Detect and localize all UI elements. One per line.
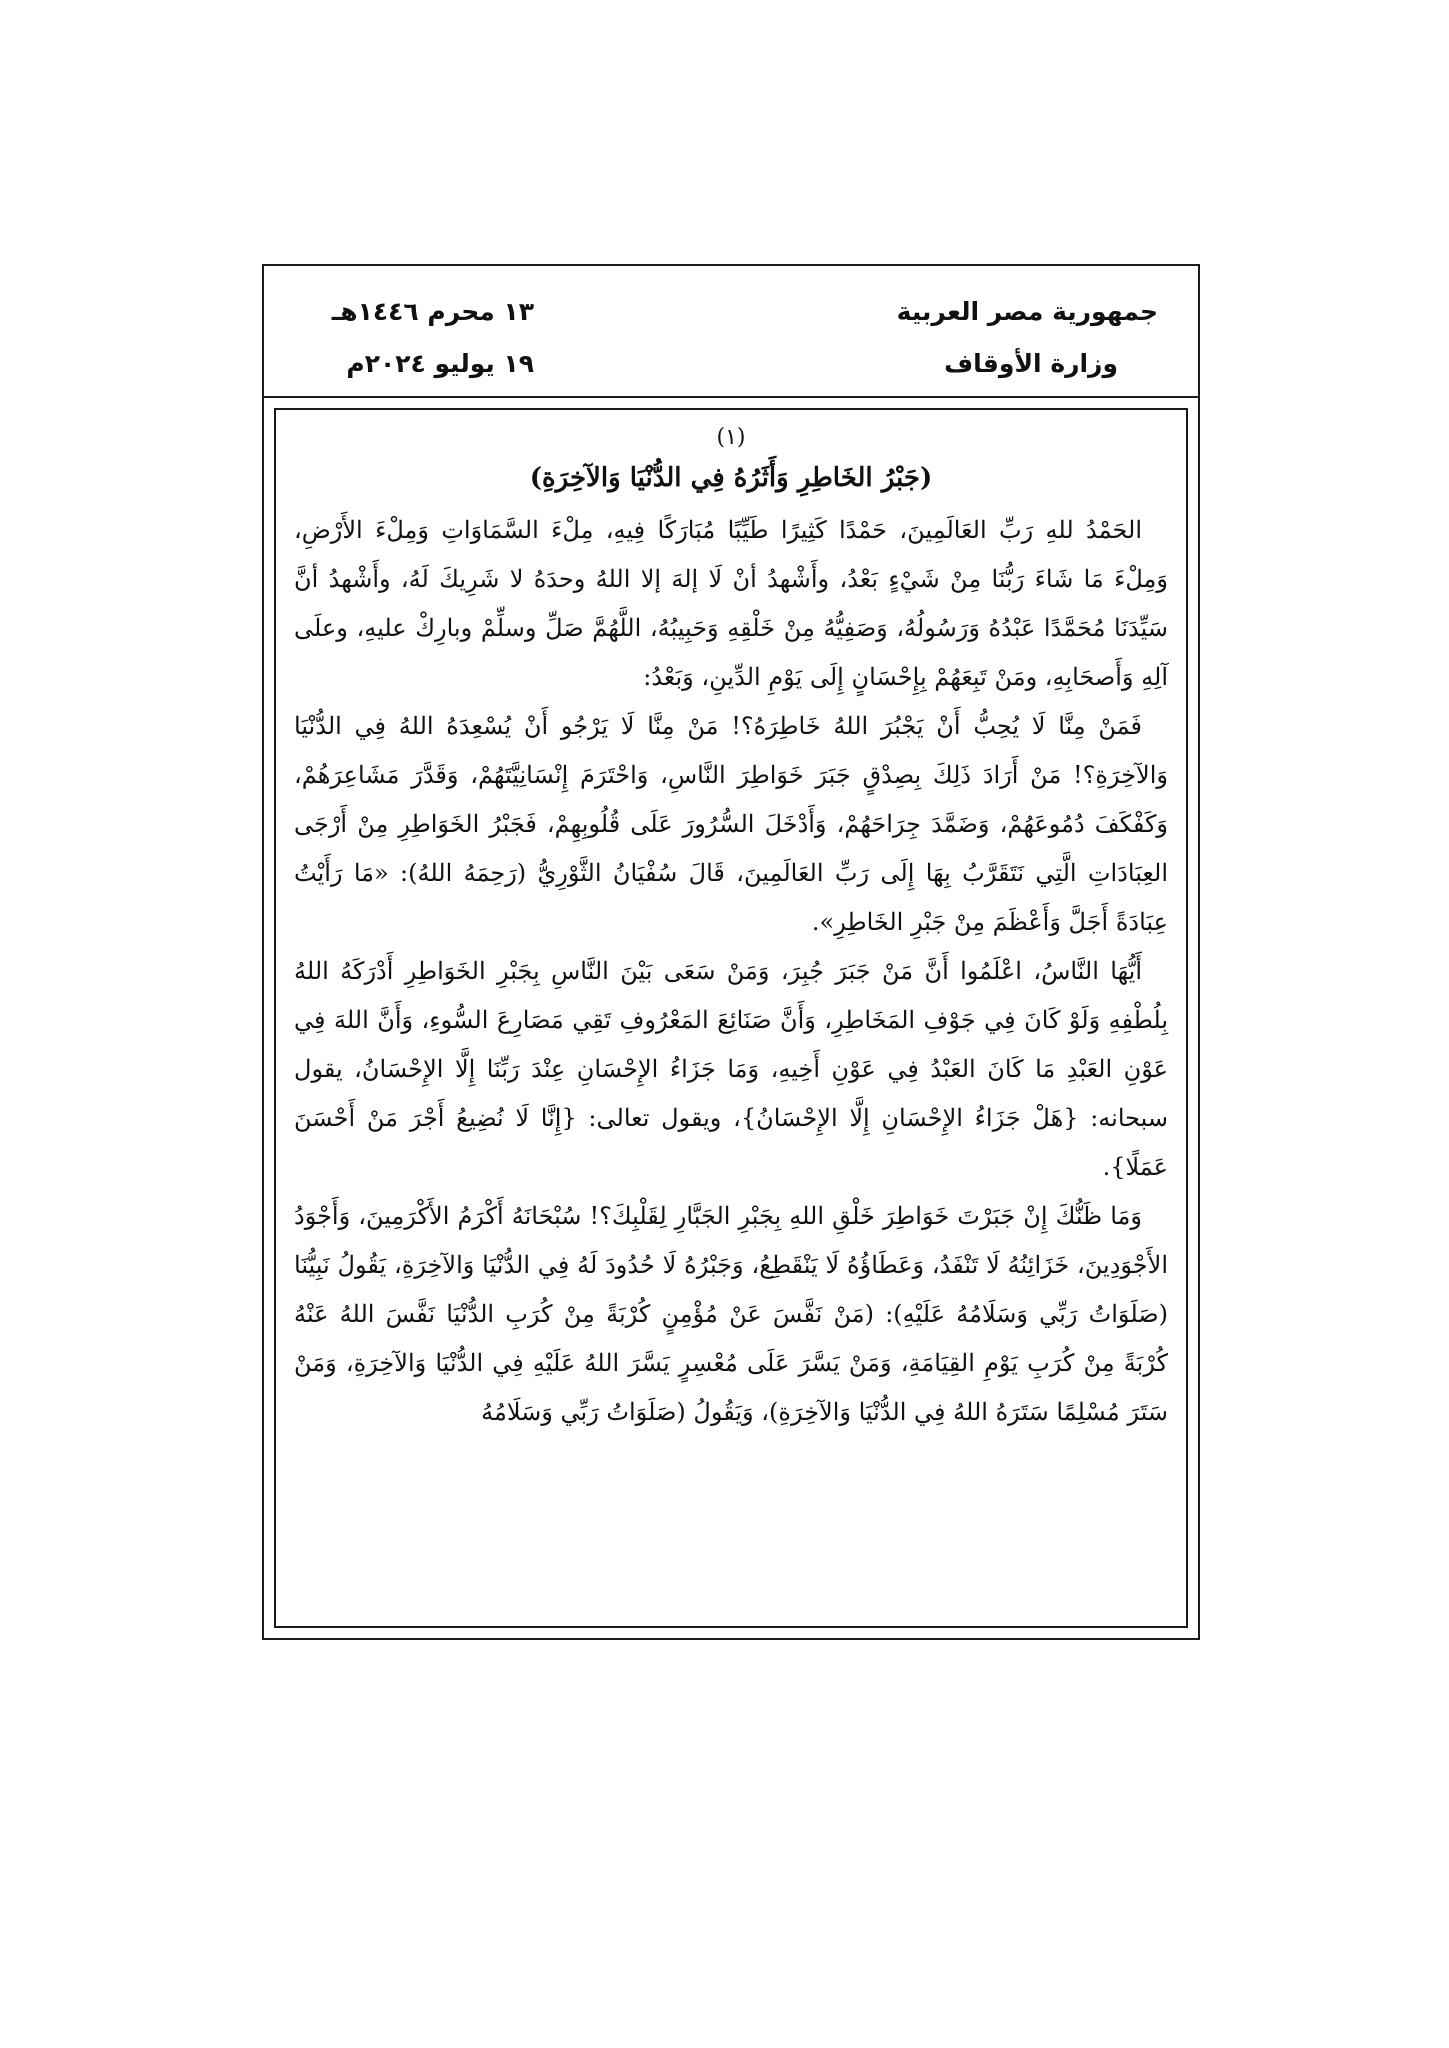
paragraph-3: أَيُّهَا النَّاسُ، اعْلَمُوا أَنَّ مَنْ جَبَرَ جُبِرَ، وَمَنْ سَعَى بَيْنَ النَّاسِ بِجَبْرِ الخَوَاطِرِ أَدْرَكَهُ اللهُ بِلُطْفِهِ وَلَوْ كَانَ فِي جَوْفِ المَخَاطِرِ، وَأَنَّ صَنَائِعَ المَعْرُوفِ تَقِي مَصَارِعَ السُّوءِ، وَأَنَّ اللهَ فِي عَوْنِ العَبْدِ مَا كَانَ العَبْدُ فِي عَوْنِ أَخِيهِ، وَمَا جَزَاءُ الإِحْسَانِ عِنْدَ رَبِّنَا إِلَّا الإِحْسَانُ، يقول سبحانه: {هَلْ جَزَاءُ الإِحْسَانِ إِلَّا الإِحْسَانُ}، ويقول تعالى: {إِنَّا لَا نُضِيعُ أَجْرَ مَنْ أَحْسَنَ عَمَلًا}.	[294, 957, 1168, 1181]
gregorian-date: ١٩ يوليو ٢٠٢٤م	[346, 349, 534, 378]
sermon-title: (جَبْرُ الخَاطِرِ وَأَثَرُهُ فِي الدُّنْيَا وَالآخِرَةِ)	[529, 463, 933, 493]
page-frame	[262, 264, 1200, 1640]
country-name: جمهورية مصر العربية	[896, 297, 1158, 326]
page-number: (١)	[716, 425, 746, 450]
paragraph-4: وَمَا ظَنُّكَ إِنْ جَبَرْتَ خَوَاطِرَ خَلْقِ اللهِ بِجَبْرِ الجَبَّارِ لِقَلْبِكَ؟! سُبْحَانَهُ أَكْرَمُ الأَكْرَمِينَ، وَأَجْوَدُ الأَجْوَدِينَ، خَزَائِنُهُ لَا تَنْفَدُ، وَعَطَاؤُهُ لَا يَنْقَطِعُ، وَجَبْرُهُ لَا حُدُودَ لَهُ فِي الدُّنْيَا وَالآخِرَةِ، يَقُولُ نَبِيُّنَا (صَلَوَاتُ رَبِّي وَسَلَامُهُ عَلَيْهِ): (مَنْ نَفَّسَ عَنْ مُؤْمِنٍ كُرْبَةً مِنْ كُرَبِ الدُّنْيَا نَفَّسَ اللهُ عَنْهُ كُرْبَةً مِنْ كُرَبِ يَوْمِ القِيَامَةِ، وَمَنْ يَسَّرَ عَلَى مُعْسِرٍ يَسَّرَ اللهُ عَلَيْهِ فِي الدُّنْيَا وَالآخِرَةِ، وَمَنْ سَتَرَ مُسْلِمًا سَتَرَهُ اللهُ فِي الدُّنْيَا وَالآخِرَةِ)، وَيَقُولُ (صَلَوَاتُ رَبِّي وَسَلَامُهُ	[294, 1202, 1169, 1426]
ministry-name: وزارة الأوقاف	[944, 349, 1118, 378]
document-header	[264, 266, 1198, 398]
issuer-block	[897, 286, 1158, 390]
hijri-date: ١٣ محرم ١٤٤٦هـ	[331, 297, 534, 326]
sermon-body	[274, 408, 1188, 1628]
paragraph-opening: الحَمْدُ للهِ رَبِّ العَالَمِينَ، حَمْدًا كَثِيرًا طَيِّبًا مُبَارَكًا فِيهِ، مِلْءَ السَّمَاوَاتِ وَمِلْءَ الأَرْضِ، وَمِلْءَ مَا شَاءَ رَبُّنَا مِنْ شَيْءٍ بَعْدُ، وأَشْهدُ أنْ لَا إلهَ إلا اللهُ وحدَهُ لا شَرِيكَ لَهُ، وأَشْهدُ أنَّ سَيِّدَنَا مُحَمَّدًا عَبْدُهُ وَرَسُولُهُ، وَصَفِيُّهُ مِنْ خَلْقِهِ وَحَبِيبُهُ، اللَّهُمَّ صَلِّ وسلِّمْ وبارِكْ عليهِ، وعلَى آلِهِ وَأَصحَابِهِ، ومَنْ تَبِعَهُمْ بِإِحْسَانٍ إِلَى يَوْمِ الدِّينِ، وَبَعْدُ:	[294, 516, 1169, 691]
paragraph-2: فَمَنْ مِنَّا لَا يُحِبُّ أَنْ يَجْبُرَ اللهُ خَاطِرَهُ؟! مَنْ مِنَّا لَا يَرْجُو أَنْ يُسْعِدَهُ اللهُ فِي الدُّنْيَا وَالآخِرَةِ؟! مَنْ أَرَادَ ذَلِكَ بِصِدْقٍ جَبَرَ خَوَاطِرَ النَّاسِ، وَاحْتَرَمَ إِنْسَانِيَّتَهُمْ، وَقَدَّرَ مَشَاعِرَهُمْ، وَكَفْكَفَ دُمُوعَهُمْ، وَضَمَّدَ جِرَاحَهُمْ، وَأَدْخَلَ السُّرُورَ عَلَى قُلُوبِهِمْ، فَجَبْرُ الخَوَاطِرِ مِنْ أَرْجَى العِبَادَاتِ الَّتِي نَتَقَرَّبُ بِهَا إِلَى رَبِّ العَالَمِينَ، قَالَ سُفْيَانُ الثَّوْرِيُّ (رَحِمَهُ اللهُ): «مَا رَأَيْتُ عِبَادَةً أَجَلَّ وَأَعْظَمَ مِنْ جَبْرِ الخَاطِرِ».	[294, 712, 1168, 936]
date-block	[304, 286, 534, 390]
